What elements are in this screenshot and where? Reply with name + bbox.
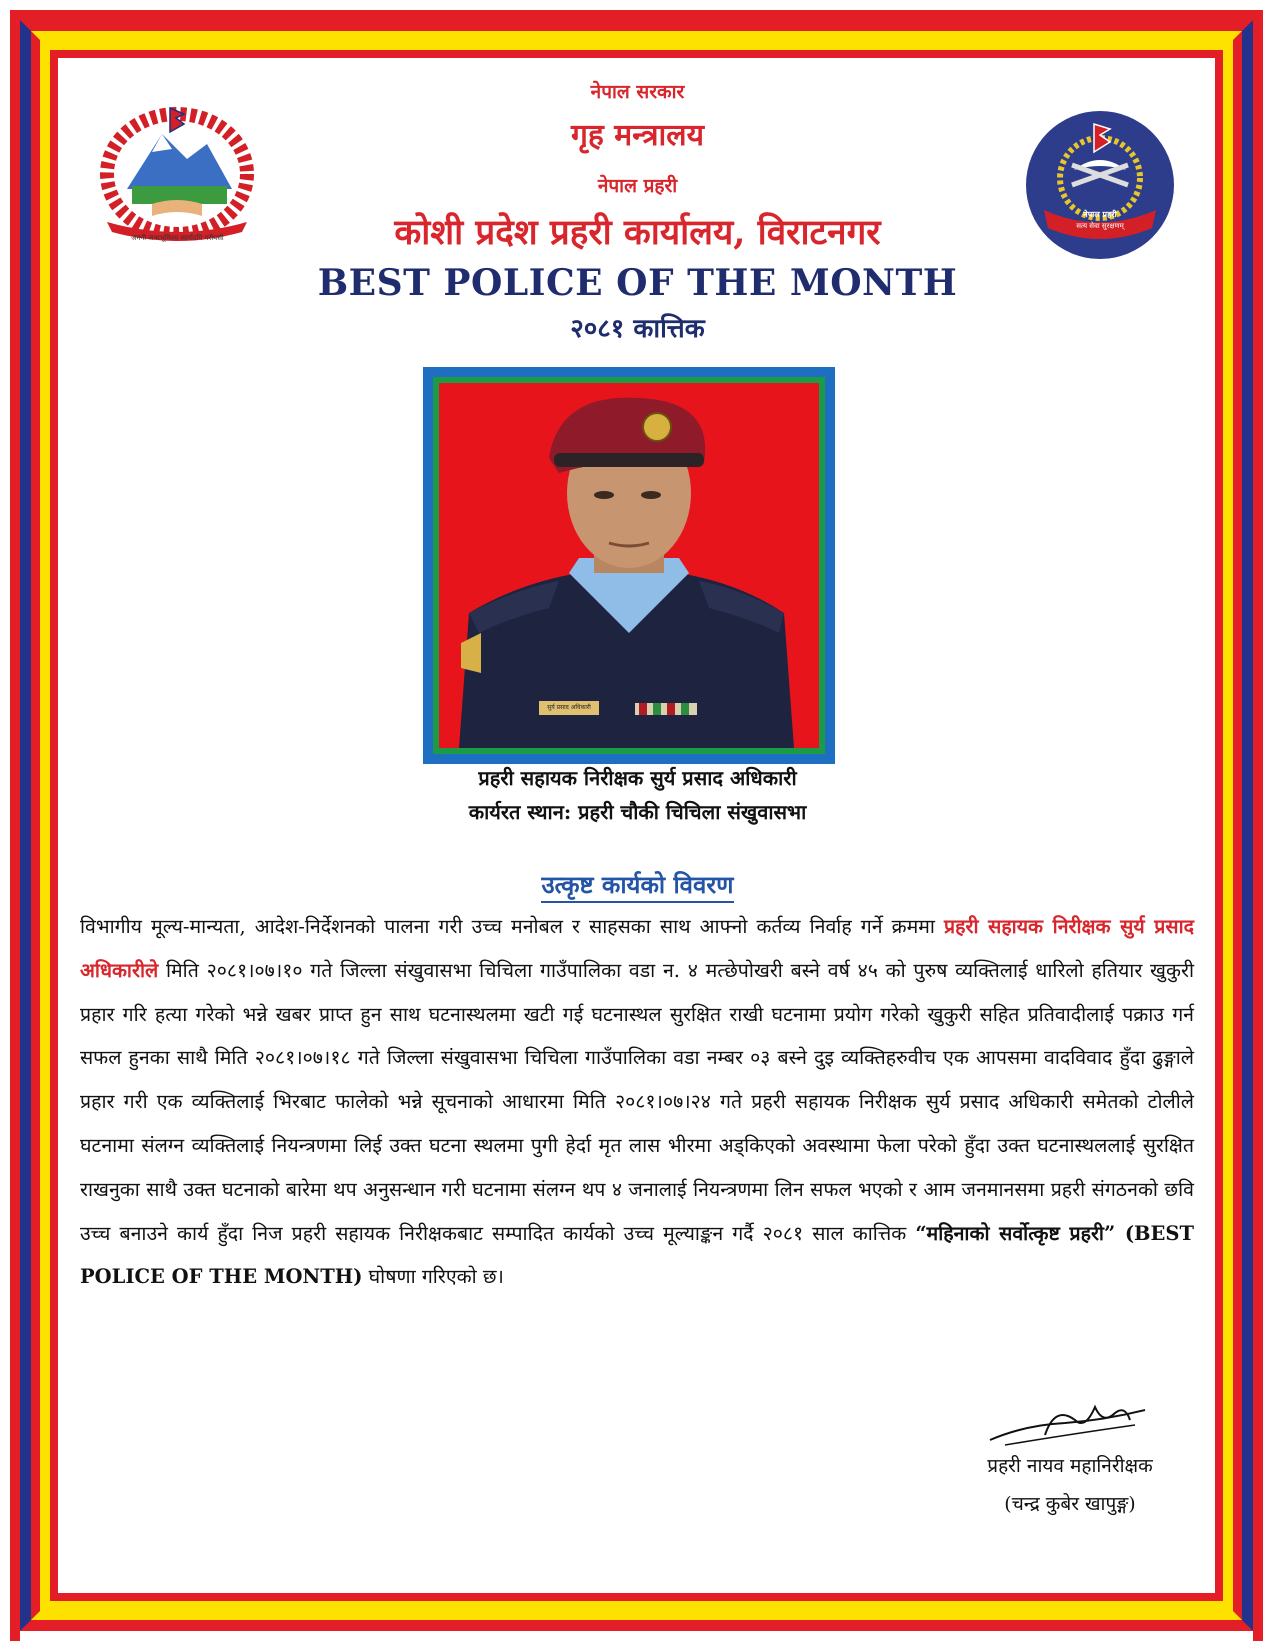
police-label: नेपाल प्रहरी [597,175,678,197]
signatory-title: प्रहरी नायव महानिरीक्षक [987,1455,1153,1477]
award-title: BEST POLICE OF THE MONTH [317,262,958,304]
signatory-name: (चन्द्र कुबेर खापुङ्ग) [1004,1493,1136,1515]
ministry-title: गृह मन्त्रालय [570,118,705,153]
signature-icon [985,1395,1155,1455]
award-quote: “महिनाको सर्वोत्कृष्ट प्रहरी” (BEST POLICE OF THE MONTH) [80,1221,1194,1289]
govt-label: नेपाल सरकार [590,81,685,103]
police-emblem-label: नेपाल प्रहरी [1083,209,1117,219]
police-emblem-motto: सत्य सेवा सुरक्षणम् [1076,222,1124,230]
officer-rank-name: प्रहरी सहायक निरीक्षक सुर्य प्रसाद अधिकारी [478,766,797,790]
highlighted-officer-name: प्रहरी सहायक निरीक्षक सुर्य प्रसाद अधिकारीले [80,915,1194,982]
award-month: २०८१ कात्तिक [570,314,705,344]
name-tag: सुर्य प्रसाद अधिकारी [547,704,591,711]
photo-frame [423,367,835,764]
officer-photo [439,383,819,748]
section-title: उत्कृष्ट कार्यको विवरण [0,868,1275,901]
office-title: कोशी प्रदेश प्रहरी कार्यालय, विराटनगर [394,212,881,253]
officer-workplace: कार्यरत स्थान: प्रहरी चौकी चिचिला संखुवासभा [468,800,807,824]
citation-paragraph: विभागीय मूल्य-मान्यता, आदेश-निर्देशनको पालना गरी उच्च मनोबल र साहसका साथ आफ्नो कर्तव्य निर्वाह गर्ने क्रममा प्रहरी सहायक निरीक्षक सुर्य प्रसाद अधिकारीले मिति २०८१।०७।१० गते जिल्ला संखुवासभा चिचिला गाउँपालिका वडा न. ४ मत्छेपोखरी बस्ने वर्ष ४५ को पुरुष व्यक्तिलाई धारिलो हतियार खुकुरी प्रहार गरि हत्या गरेको भन्ने खबर प्राप्त हुन साथ घटनास्थलमा खटी गई घटनास्थल सुरक्षित राखी घटनामा प्रयोग गरेको खुकुरी सहित प्रतिवादीलाई पक्राउ गर्न सफल हुनका साथै मिति २०८१।०७।१८ गते जिल्ला संखुवासभा चिचिला गाउँपालिका वडा नम्बर ०३ बस्ने दुइ व्यक्तिहरुवीच एक आपसमा वादविवाद हुँदा ढुङ्गाले प्रहार गरी एक व्यक्तिलाई भिरबाट फालेको भन्ने सूचनाको आधारमा मिति २०८१।०७।२४ गते प्रहरी सहायक निरीक्षक सुर्य प्रसाद अधिकारी समेतको टोलीले घटनामा संलग्न व्यक्तिलाई नियन्त्रणमा लिई उक्त घटना स्थलमा पुगी हेर्दा मृत लास भीरमा अड्किएको अवस्थामा फेला परेको हुँदा उक्त घटनास्थललाई सुरक्षित राखनुका साथै उक्त घटनाको बारेमा थप अनुसन्धान गरी घटनामा संलग्न थप ४ जनालाई नियन्त्रणमा लिन सफल भएको र आम जनमानसमा प्रहरी संगठनको छवि उच्च बनाउने कार्य हुँदा निज प्रहरी सहायक निरीक्षकबाट सम्पादित कार्यको उच्च मूल्याङ्कन गर्दै २०८१ साल कात्तिक “महिनाको सर्वोत्कृष्ट प्रहरी” (BEST POLICE OF THE MONTH) घोषणा गरिएको छ। [80,915,1194,1289]
officer-portrait-icon [439,383,819,748]
emblem-motto: जननी जन्मभूमिश्च स्वर्गादपि गरीयसी [131,234,224,242]
